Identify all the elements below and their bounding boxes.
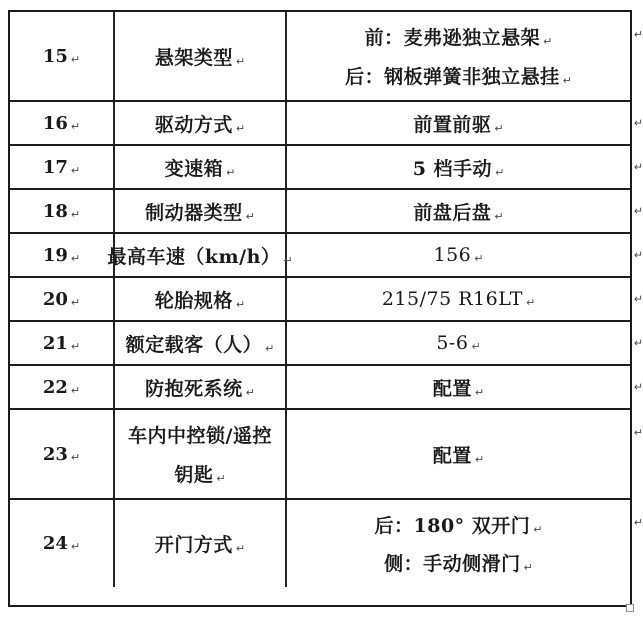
end-of-row-mark-icon: ↵ — [633, 160, 643, 174]
spec-value-cell[interactable] — [285, 278, 630, 320]
paragraph-mark-icon: ↵ — [70, 207, 81, 221]
row-number-cell[interactable] — [10, 146, 113, 188]
row-number-cell[interactable] — [10, 102, 113, 144]
spec-name: 开门方式 — [154, 534, 233, 556]
table-row — [10, 408, 643, 498]
end-of-row-mark-icon: ↵ — [633, 28, 643, 41]
spec-value-line: 156 — [433, 244, 472, 266]
paragraph-mark-icon: ↵ — [283, 253, 293, 267]
end-of-row-mark-icon: ↵ — [633, 380, 643, 394]
table-row — [10, 100, 643, 144]
spec-value-cell[interactable] — [285, 410, 630, 498]
end-of-row-mark-icon: ↵ — [633, 248, 643, 262]
spec-value-cell[interactable] — [285, 102, 630, 144]
spec-name: 悬架类型 — [154, 46, 233, 69]
paragraph-mark-icon: ↵ — [70, 295, 81, 309]
spec-value-line: 后：钢板弹簧非独立悬挂 — [345, 65, 560, 88]
paragraph-mark-icon: ↵ — [70, 163, 81, 177]
spec-name: 最高车速（km/h） — [107, 245, 281, 268]
spec-value-line: 前置前驱 — [413, 113, 492, 136]
paragraph-mark-icon: ↵ — [70, 119, 81, 133]
row-number: 15 — [42, 45, 68, 67]
spec-value-line: 后：180° 双开门 — [374, 515, 531, 537]
spec-name-cell[interactable] — [113, 366, 285, 408]
paragraph-mark-icon: ↵ — [216, 471, 226, 485]
row-number-cell[interactable] — [10, 322, 113, 364]
row-number-cell[interactable] — [10, 12, 113, 100]
paragraph-mark-icon: ↵ — [235, 54, 246, 68]
table-row — [10, 144, 643, 188]
table-row — [10, 364, 643, 408]
table-row — [10, 232, 643, 276]
spec-name-cell[interactable] — [113, 278, 285, 320]
spec-value-line: 5-6 — [436, 332, 469, 354]
paragraph-mark-icon: ↵ — [70, 540, 81, 553]
spec-value-line: 前盘后盘 — [413, 201, 492, 224]
row-number: 24 — [42, 533, 68, 554]
spec-name-cell[interactable] — [107, 234, 293, 276]
paragraph-mark-icon: ↵ — [245, 209, 255, 223]
spec-name-cell[interactable] — [113, 500, 285, 587]
spec-name: 防抱死系统 — [145, 377, 243, 400]
spec-table — [8, 10, 643, 607]
spec-name-cell[interactable] — [113, 410, 285, 498]
paragraph-mark-icon: ↵ — [494, 209, 504, 223]
spec-name-line: 钥匙 — [174, 463, 214, 486]
spec-name-cell[interactable] — [113, 12, 285, 100]
paragraph-mark-icon: ↵ — [533, 523, 543, 536]
row-number-cell[interactable] — [10, 366, 113, 408]
end-of-row-mark-icon: ↵ — [633, 116, 643, 130]
paragraph-mark-icon: ↵ — [474, 452, 485, 466]
spec-name-cell[interactable] — [113, 190, 285, 232]
paragraph-mark-icon: ↵ — [525, 296, 536, 309]
paragraph-mark-icon: ↵ — [226, 165, 236, 179]
spec-value-cell[interactable] — [285, 146, 630, 188]
paragraph-mark-icon: ↵ — [494, 121, 504, 135]
table-row — [10, 276, 643, 320]
paragraph-mark-icon: ↵ — [265, 341, 275, 355]
spec-value-cell[interactable] — [285, 234, 630, 276]
spec-name-cell[interactable] — [113, 146, 285, 188]
row-number-cell[interactable] — [10, 234, 113, 276]
paragraph-mark-icon: ↵ — [70, 450, 81, 464]
row-number-cell[interactable] — [10, 410, 113, 498]
end-of-row-mark-icon: ↵ — [633, 336, 643, 350]
row-number: 21 — [42, 332, 68, 354]
paragraph-mark-icon: ↵ — [471, 340, 481, 353]
row-number: 16 — [42, 112, 68, 134]
spec-value-cell[interactable] — [285, 366, 630, 408]
paragraph-mark-icon: ↵ — [70, 251, 81, 265]
paragraph-mark-icon: ↵ — [235, 297, 246, 311]
spec-name: 驱动方式 — [154, 113, 233, 136]
spec-value-cell[interactable] — [285, 12, 630, 100]
paragraph-mark-icon: ↵ — [543, 35, 553, 49]
table-row — [10, 188, 643, 232]
spec-name: 轮胎规格 — [154, 289, 233, 312]
spec-value-line: 配置 — [432, 377, 472, 400]
paragraph-mark-icon: ↵ — [70, 52, 81, 66]
spec-value-cell[interactable] — [285, 190, 630, 232]
end-of-row-mark-icon: ↵ — [633, 204, 643, 218]
spec-name-cell[interactable] — [113, 322, 285, 364]
paragraph-mark-icon: ↵ — [474, 252, 484, 265]
row-number: 19 — [42, 244, 68, 266]
spec-value-line: 215/75 R16LT — [381, 288, 523, 310]
end-of-row-mark-icon: ↵ — [633, 292, 643, 306]
spec-name: 制动器类型 — [145, 201, 243, 224]
spec-value-line: 5 档手动 — [412, 157, 493, 180]
spec-value-line: 配置 — [432, 444, 472, 467]
paragraph-mark-icon: ↵ — [245, 385, 255, 399]
table-row — [10, 12, 643, 100]
row-number: 22 — [42, 376, 68, 398]
paragraph-mark-icon: ↵ — [495, 165, 505, 179]
paragraph-mark-icon: ↵ — [70, 383, 81, 397]
row-number: 18 — [42, 200, 68, 222]
row-number: 23 — [42, 443, 68, 465]
paragraph-mark-icon: ↵ — [562, 73, 572, 87]
row-number: 20 — [42, 288, 68, 310]
table-row — [10, 320, 643, 364]
paragraph-mark-icon: ↵ — [474, 385, 485, 399]
spec-value-line: 前：麦弗逊独立悬架 — [364, 27, 541, 50]
table-row — [10, 498, 643, 587]
spec-value-cell[interactable] — [285, 322, 630, 364]
spec-name-cell[interactable] — [113, 102, 285, 144]
row-number: 17 — [42, 156, 68, 178]
row-number-cell[interactable] — [10, 278, 113, 320]
row-number-cell[interactable] — [10, 500, 113, 587]
end-of-row-mark-icon: ↵ — [633, 516, 643, 529]
paragraph-mark-icon: ↵ — [235, 542, 246, 555]
spec-value-line: 侧：手动侧滑门 — [384, 553, 521, 575]
paragraph-mark-icon: ↵ — [235, 121, 246, 135]
spec-name-line: 车内中控锁/遥控 — [128, 425, 272, 448]
spec-name: 额定载客（人） — [125, 333, 263, 356]
table-resize-handle[interactable] — [626, 604, 634, 612]
end-of-row-mark-icon: ↵ — [633, 426, 643, 439]
paragraph-mark-icon: ↵ — [523, 561, 533, 574]
paragraph-mark-icon: ↵ — [70, 339, 81, 353]
spec-name: 变速箱 — [164, 157, 224, 180]
spec-value-cell[interactable] — [285, 500, 630, 587]
row-number-cell[interactable] — [10, 190, 113, 232]
